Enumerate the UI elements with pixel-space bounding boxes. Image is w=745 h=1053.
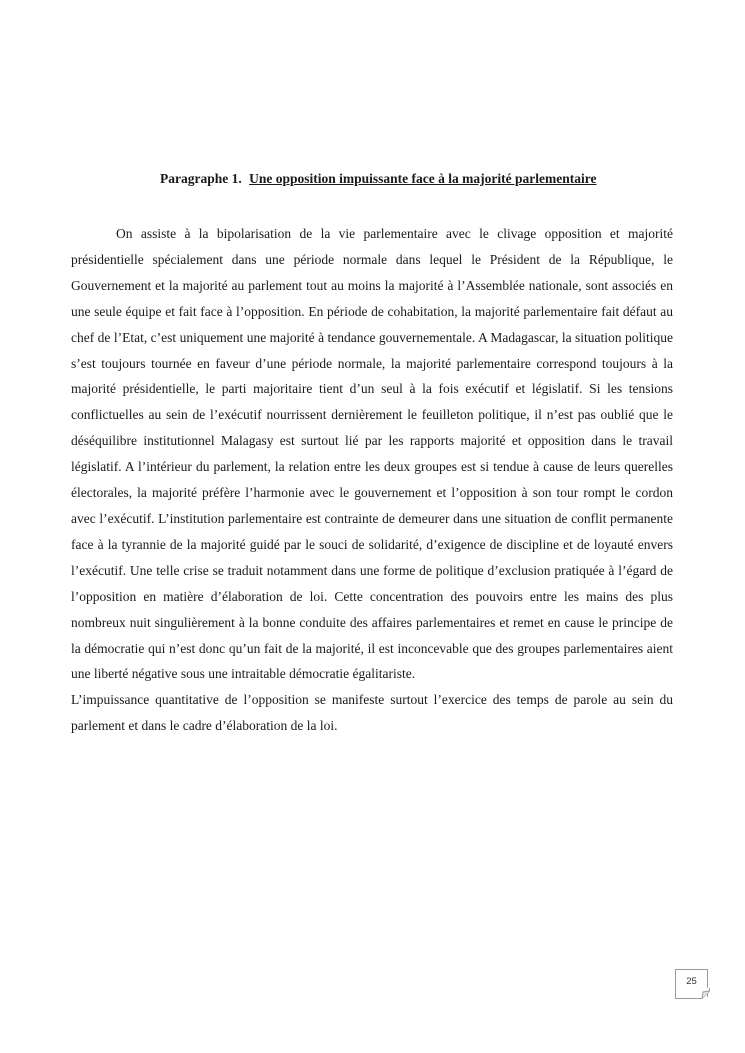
page-number-box <box>675 969 708 997</box>
folded-corner-icon <box>675 988 710 999</box>
page-number: 25 <box>686 976 697 987</box>
paragraph-2: L’impuissance quantitative de l’opposition se manifeste surtout l’exercice des temps de parole au sein du parlement et dans le cadre d’élaboration de la loi. <box>71 692 673 734</box>
paragraph-1: On assiste à la bipolarisation de la vie parlementaire avec le clivage opposition et majorité présidentielle spécialement dans une période normale dans lequel le Président de la République, le Gouvernement et la majorité au parlement tout au moins la majorité à l’Assemblée nationale, sont associés en une seule équipe et fait face à l’opposition. En période de cohabitation, la majorité parlementaire fait défaut au chef de l’Etat, c’est uniquement une majorité à tendance gouvernementale. A Madagascar, la situation politique s’est toujours tournée en faveur d’une période normale, la majorité parlementaire correspond toujours à la majorité présidentielle, le parti majoritaire tient d’un seul à la fois exécutif et législatif. Si les tensions conflictuelles au sein de l’exécutif nourrissent dernièrement le feuilleton politique, il n’est pas oublié que le déséquilibre institutionnel Malagasy est surtout lié par les rapports majorité et opposition dans le travail législatif. A l’intérieur du parlement, la relation entre les deux groupes est si tendue à cause de leurs querelles électorales, la majorité préfère l’harmonie avec le gouvernement et l’opposition à son tour rompt le cordon avec l’exécutif. L’institution parlementaire est contrainte de demeurer dans une situation de conflit permanente face à la tyrannie de la majorité guidé par le souci de solidarité, d’exigence de discipline et de loyauté envers l’exécutif. Une telle crise se traduit notamment dans une forme de politique d’exclusion pratiquée à l’égard de l’opposition en matière d’élaboration de loi. Cette concentration des pouvoirs entre les mains des plus nombreux nuit singulièrement à la bonne conduite des affaires parlementaires et remet en cause le principe de la démocratie qui n’est donc qu’un fait de la majorité, il est inconcevable que des groupes parlementaires aient une liberté négative sous une intraitable démocratie égalitariste. <box>71 226 673 682</box>
body-text <box>71 221 673 739</box>
heading-label: Paragraphe 1. <box>160 171 242 186</box>
heading-title: Une opposition impuissante face à la majorité parlementaire <box>249 171 597 186</box>
section-heading <box>160 171 680 187</box>
